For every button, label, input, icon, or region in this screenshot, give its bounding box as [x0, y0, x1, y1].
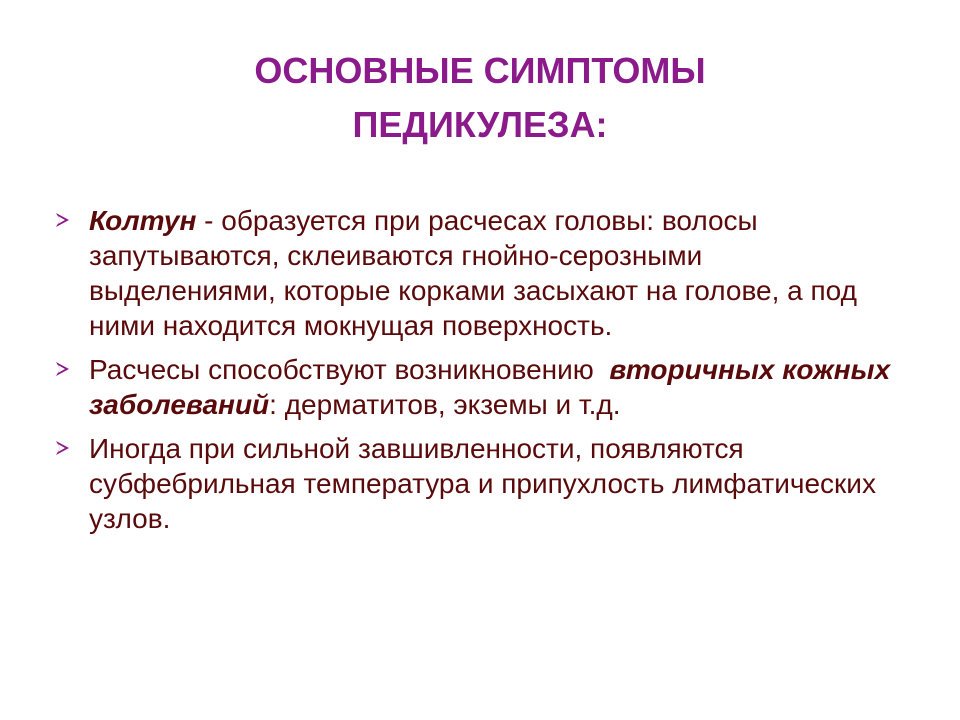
bullet-2-emphasis: вторичных кожных заболеваний — [89, 354, 891, 420]
arrow-chevron-bullet-icon — [54, 361, 70, 377]
bullet-1-emphasis: Колтун — [89, 205, 197, 236]
list-item — [52, 203, 892, 343]
title-line-2: ПЕДИКУЛЕЗА: — [352, 104, 608, 145]
title-line-1: ОСНОВНЫЕ СИМПТОМЫ — [254, 50, 706, 91]
bullet-3-text: Иногда при сильной завшивленности, появляются субфебрильная температура и припухлость лимфатических узлов. — [89, 433, 876, 534]
bullet-2-text-before: Расчесы способствуют возникновению — [89, 354, 610, 385]
bullet-1-text: - образуется при расчесах головы: волосы запутываются, склеиваются гнойно-серозными выделениями, которые корками засыхают на голове, а под ними находится мокнущая поверхность. — [89, 205, 857, 341]
arrow-chevron-bullet-icon — [54, 212, 70, 228]
slide-title — [80, 44, 880, 152]
bullet-list — [52, 203, 892, 545]
list-item — [52, 352, 892, 422]
arrow-chevron-bullet-icon — [54, 440, 70, 456]
list-item — [52, 431, 892, 536]
bullet-2-text-after: : дерматитов, экземы и т.д. — [269, 389, 621, 420]
